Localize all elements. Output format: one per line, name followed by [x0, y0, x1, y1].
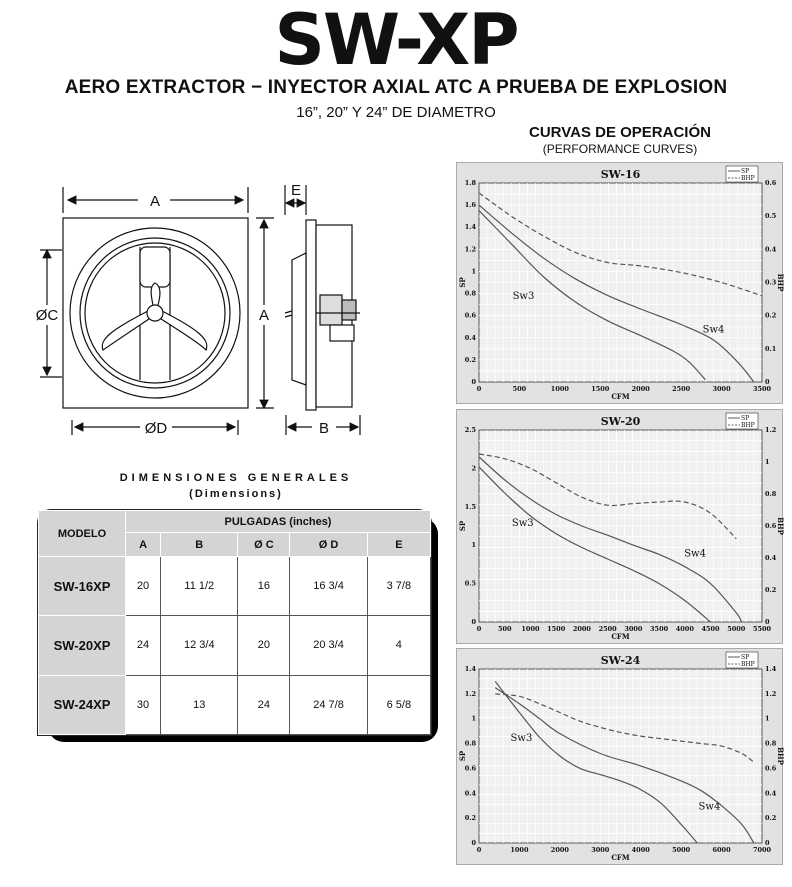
- x-tick-label: 2500: [672, 385, 691, 393]
- y2-tick-label: 0.3: [765, 278, 777, 287]
- curve-label-sw4: Sw4: [684, 548, 706, 560]
- y2-tick-label: 0.6: [765, 522, 777, 530]
- dim-label-d: ØD: [144, 420, 168, 437]
- table-cell: 6 5/8: [367, 675, 430, 734]
- chart-sw-24: [456, 648, 783, 865]
- x-tick-label: 1500: [591, 385, 610, 393]
- curves-subtitle: (PERFORMANCE CURVES): [542, 142, 698, 156]
- dimensions-table: [37, 509, 432, 736]
- y2-tick-label: 0.5: [765, 212, 777, 221]
- curve-label-sw4: Sw4: [698, 801, 721, 813]
- y-tick-label: 1.4: [464, 223, 476, 232]
- col-header-e: E: [367, 533, 430, 557]
- table-row: [39, 557, 431, 616]
- x-axis-label: CFM: [611, 392, 630, 401]
- y2-tick-label: 0.1: [765, 344, 777, 353]
- y-tick-label: 1: [471, 714, 476, 723]
- x-tick-label: 5000: [672, 846, 691, 854]
- y2-tick-label: 0: [765, 618, 770, 626]
- x-tick-label: 3500: [752, 385, 772, 393]
- x-tick-label: 500: [497, 625, 512, 633]
- chart-title: SW-24: [600, 654, 641, 667]
- dimensions-subtitle: (Dimensions): [189, 488, 283, 500]
- table-cell: 20: [126, 557, 161, 616]
- dim-label-e: E: [290, 182, 302, 199]
- y-tick-label: 2.5: [464, 426, 476, 434]
- main-title: SW-XP: [274, 0, 518, 81]
- y-tick-label: 1.4: [464, 665, 476, 673]
- legend-bhp-label: BHP: [741, 661, 755, 668]
- chart-title: SW-20: [600, 415, 641, 428]
- x-tick-label: 5000: [727, 625, 746, 633]
- table-cell: 30: [126, 675, 161, 734]
- x-tick-label: 2000: [550, 846, 569, 854]
- table-row: [39, 616, 431, 675]
- x-tick-label: 3500: [650, 625, 669, 633]
- y-axis-label: SP: [458, 750, 467, 762]
- y-axis-label: SP: [458, 520, 467, 532]
- y-tick-label: 0.2: [464, 814, 476, 823]
- y2-tick-label: 0: [765, 378, 770, 386]
- y2-tick-label: 0.2: [765, 311, 777, 320]
- chart-title: SW-16: [600, 168, 641, 181]
- y-tick-label: 1: [471, 267, 476, 276]
- model-cell: SW-20XP: [39, 616, 126, 675]
- y-tick-label: 1.2: [464, 245, 476, 254]
- y2-tick-label: 0.8: [765, 490, 777, 498]
- dim-label-c: ØC: [35, 307, 59, 324]
- y2-tick-label: 0: [765, 839, 770, 847]
- table-cell: 20 3/4: [290, 616, 367, 675]
- legend-sp-label: SP: [741, 654, 750, 661]
- y2-axis-label: BHP: [776, 273, 785, 292]
- table-cell: 12 3/4: [161, 616, 238, 675]
- table-cell: 16 3/4: [290, 557, 367, 616]
- y-tick-label: 0.4: [464, 789, 476, 798]
- curve-label-sw3: Sw3: [512, 291, 535, 303]
- y2-tick-label: 0.4: [765, 245, 777, 254]
- x-axis-label: CFM: [611, 853, 630, 862]
- y2-tick-label: 0.4: [765, 554, 777, 562]
- table-cell: 24 7/8: [290, 675, 367, 734]
- y2-tick-label: 0.8: [765, 739, 777, 748]
- legend-bhp-label: BHP: [741, 175, 755, 182]
- table-cell: 11 1/2: [161, 557, 238, 616]
- y-tick-label: 0: [471, 378, 476, 386]
- y2-tick-label: 0.6: [765, 179, 777, 187]
- y2-tick-label: 0.4: [765, 789, 777, 798]
- legend-sp-label: SP: [741, 168, 750, 175]
- y-tick-label: 1: [471, 541, 476, 550]
- dim-label-a-side: A: [258, 307, 270, 324]
- chart-sw-16: [456, 162, 783, 404]
- table-cell: 24: [238, 675, 290, 734]
- y-tick-label: 0.6: [464, 764, 476, 773]
- y2-axis-label: BHP: [776, 747, 785, 765]
- y-tick-label: 0.8: [464, 739, 476, 748]
- x-tick-label: 7000: [752, 846, 772, 854]
- col-header-c: Ø C: [238, 533, 290, 557]
- diameter-subtitle: 16”, 20” Y 24” DE DIAMETRO: [296, 104, 496, 121]
- x-tick-label: 0: [476, 625, 482, 633]
- y-tick-label: 1.6: [464, 201, 476, 210]
- col-header-a: A: [126, 533, 161, 557]
- unit-header: PULGADAS (inches): [126, 511, 431, 533]
- subtitle: AERO EXTRACTOR − INYECTOR AXIAL ATC A PRUEBA DE EXPLOSION: [64, 77, 728, 98]
- y-tick-label: 0.4: [464, 333, 476, 342]
- x-tick-label: 4000: [675, 625, 694, 633]
- x-tick-label: 3000: [712, 385, 731, 393]
- curve-label-sw3: Sw3: [510, 733, 533, 745]
- table-cell: 13: [161, 675, 238, 734]
- model-cell: SW-16XP: [39, 557, 126, 616]
- x-tick-label: 2500: [598, 625, 617, 633]
- x-tick-label: 1500: [547, 625, 566, 633]
- y-axis-label: SP: [458, 277, 467, 288]
- curves-title: CURVAS DE OPERACIÓN: [529, 124, 711, 141]
- x-tick-label: 2000: [572, 625, 591, 633]
- y-tick-label: 1.8: [464, 179, 476, 187]
- table-cell: 3 7/8: [367, 557, 430, 616]
- x-tick-label: 6000: [712, 846, 731, 854]
- y-tick-label: 0.2: [464, 355, 476, 364]
- x-tick-label: 3000: [624, 625, 643, 633]
- x-tick-label: 5500: [752, 625, 772, 633]
- fan-technical-drawing: [30, 175, 430, 445]
- y2-tick-label: 1.4: [765, 665, 777, 673]
- x-tick-label: 0: [476, 385, 482, 393]
- table-row: [39, 675, 431, 734]
- y-tick-label: 0: [471, 839, 476, 847]
- dim-label-a-top: A: [149, 193, 161, 210]
- curve-label-sw3: Sw3: [511, 518, 534, 529]
- x-tick-label: 1000: [510, 846, 529, 854]
- y2-tick-label: 0.2: [765, 586, 777, 594]
- x-tick-label: 3000: [591, 846, 610, 854]
- y-tick-label: 0.6: [464, 311, 476, 320]
- y2-tick-label: 1.2: [765, 426, 777, 434]
- y2-tick-label: 0.2: [765, 814, 777, 823]
- curve-label-sw4: Sw4: [702, 324, 725, 336]
- table-cell: 24: [126, 616, 161, 675]
- y-tick-label: 0.5: [464, 579, 476, 588]
- x-tick-label: 4500: [701, 625, 720, 633]
- x-tick-label: 0: [476, 846, 482, 854]
- col-header-d: Ø D: [290, 533, 367, 557]
- side-flange: [306, 220, 316, 410]
- table-cell: 4: [367, 616, 430, 675]
- col-header-b: B: [161, 533, 238, 557]
- dim-label-b: B: [318, 420, 330, 437]
- x-tick-label: 1000: [521, 625, 540, 633]
- y-tick-label: 1.2: [464, 689, 476, 698]
- y-tick-label: 2: [471, 464, 476, 473]
- x-tick-label: 4000: [631, 846, 650, 854]
- y2-axis-label: BHP: [776, 517, 785, 535]
- y2-tick-label: 1: [765, 458, 770, 466]
- x-tick-label: 500: [512, 385, 527, 393]
- x-tick-label: 2000: [631, 385, 650, 393]
- dimensions-title: DIMENSIONES GENERALES: [119, 472, 353, 484]
- y-tick-label: 0.8: [464, 289, 476, 298]
- model-header: MODELO: [39, 511, 126, 557]
- chart-sw-20: [456, 409, 783, 644]
- legend-bhp-label: BHP: [741, 422, 755, 429]
- y-tick-label: 0: [471, 618, 476, 626]
- y2-tick-label: 1: [765, 714, 770, 723]
- y2-tick-label: 0.6: [765, 764, 777, 773]
- y-tick-label: 1.5: [464, 502, 476, 511]
- model-cell: SW-24XP: [39, 675, 126, 734]
- y2-tick-label: 1.2: [765, 689, 777, 698]
- table-cell: 20: [238, 616, 290, 675]
- x-axis-label: CFM: [611, 632, 630, 641]
- legend-sp-label: SP: [741, 415, 750, 422]
- table-cell: 16: [238, 557, 290, 616]
- x-tick-label: 1000: [550, 385, 569, 393]
